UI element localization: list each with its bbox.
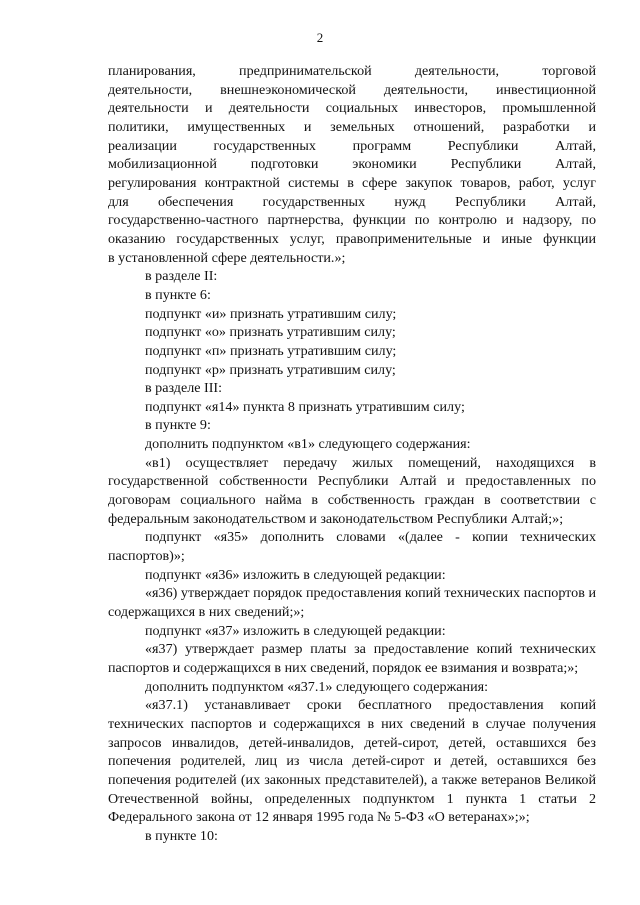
paragraph: в пункте 10: xyxy=(145,827,218,844)
paragraph: «я37.1) устанавливает сроки бесплатного предоставления копий технических паспортов и содержащихся в них сведений в случае получения запросов инвалидов, детей-инвалидов, детей-сирот, детей, оставшихся без попечения родителей, лиц из числа детей-сирот и детей, оставшихся без попечения родителей (их законных представителей), а также ветеранов Великой Отечественной войны, определенных подпунктом 1 пункта 1 статьи 2 Федерального закона от 12 января 1995 года № 5-ФЗ «О ветеранах»;»; xyxy=(108,697,596,826)
paragraph: в пункте 9: xyxy=(145,417,211,434)
text-line: деятельности и деятельности социальных инвесторов, промышленной xyxy=(108,100,596,117)
paragraph: подпункт «я36» изложить в следующей редакции: xyxy=(145,566,446,583)
paragraph xyxy=(108,62,596,267)
paragraph: «в1) осуществляет передачу жилых помещений, находящихся в государственной собственности Республики Алтай и предоставленных по договорам социального найма в собственность граждан в соответствии с федеральным законодательством и законодательством Республики Алтай;»; xyxy=(108,454,596,527)
document-body xyxy=(108,62,596,846)
paragraph: «я36) утверждает порядок предоставления копий технических паспортов и содержащихся в них сведений;»; xyxy=(108,585,596,621)
page-number: 2 xyxy=(316,30,324,45)
paragraph: «я37) утверждает размер платы за предоставление копий технических паспортов и содержащихся в них сведений, порядок ее взимания и возврата;»; xyxy=(108,641,596,676)
text-line: в установленной сфере деятельности.»; xyxy=(108,249,346,266)
text-line: мобилизационной подготовки экономики Республики Алтай, xyxy=(108,156,596,173)
paragraph: в разделе II: xyxy=(145,268,218,285)
text-line: политики, имущественных и земельных отношений, разработки и xyxy=(108,118,596,135)
paragraph: подпункт «я14» пункта 8 признать утратившим силу; xyxy=(145,398,465,415)
paragraph: подпункт «о» признать утратившим силу; xyxy=(145,324,396,341)
paragraph: подпункт «п» признать утратившим силу; xyxy=(145,342,397,359)
paragraph: в пункте 6: xyxy=(145,286,211,303)
paragraph: подпункт «я37» изложить в следующей редакции: xyxy=(145,622,446,639)
paragraph: дополнить подпунктом «я37.1» следующего содержания: xyxy=(145,678,489,695)
paragraph: подпункт «я35» дополнить словами «(далее - копии технических паспортов)»; xyxy=(108,529,596,565)
text-line: регулирования контрактной системы в сфере закупок товаров, работ, услуг xyxy=(108,174,596,191)
text-line: реализации государственных программ Республики Алтай, xyxy=(108,137,596,154)
text-line: для обеспечения государственных нужд Республики Алтай, xyxy=(108,193,596,210)
text-line: государственно-частного партнерства, функции по контролю и надзору, по xyxy=(108,212,596,229)
text-line: оказанию государственных услуг, правоприменительные и иные функции xyxy=(108,230,596,247)
paragraph: подпункт «и» признать утратившим силу; xyxy=(145,305,397,322)
paragraph: в разделе III: xyxy=(145,380,223,397)
paragraph: подпункт «р» признать утратившим силу; xyxy=(145,361,396,378)
text-line: планирования, предпринимательской деятельности, торговой xyxy=(108,63,596,79)
text-line: деятельности, внешнеэкономической деятельности, инвестиционной xyxy=(108,81,596,98)
paragraph: дополнить подпунктом «в1» следующего содержания: xyxy=(145,436,471,453)
